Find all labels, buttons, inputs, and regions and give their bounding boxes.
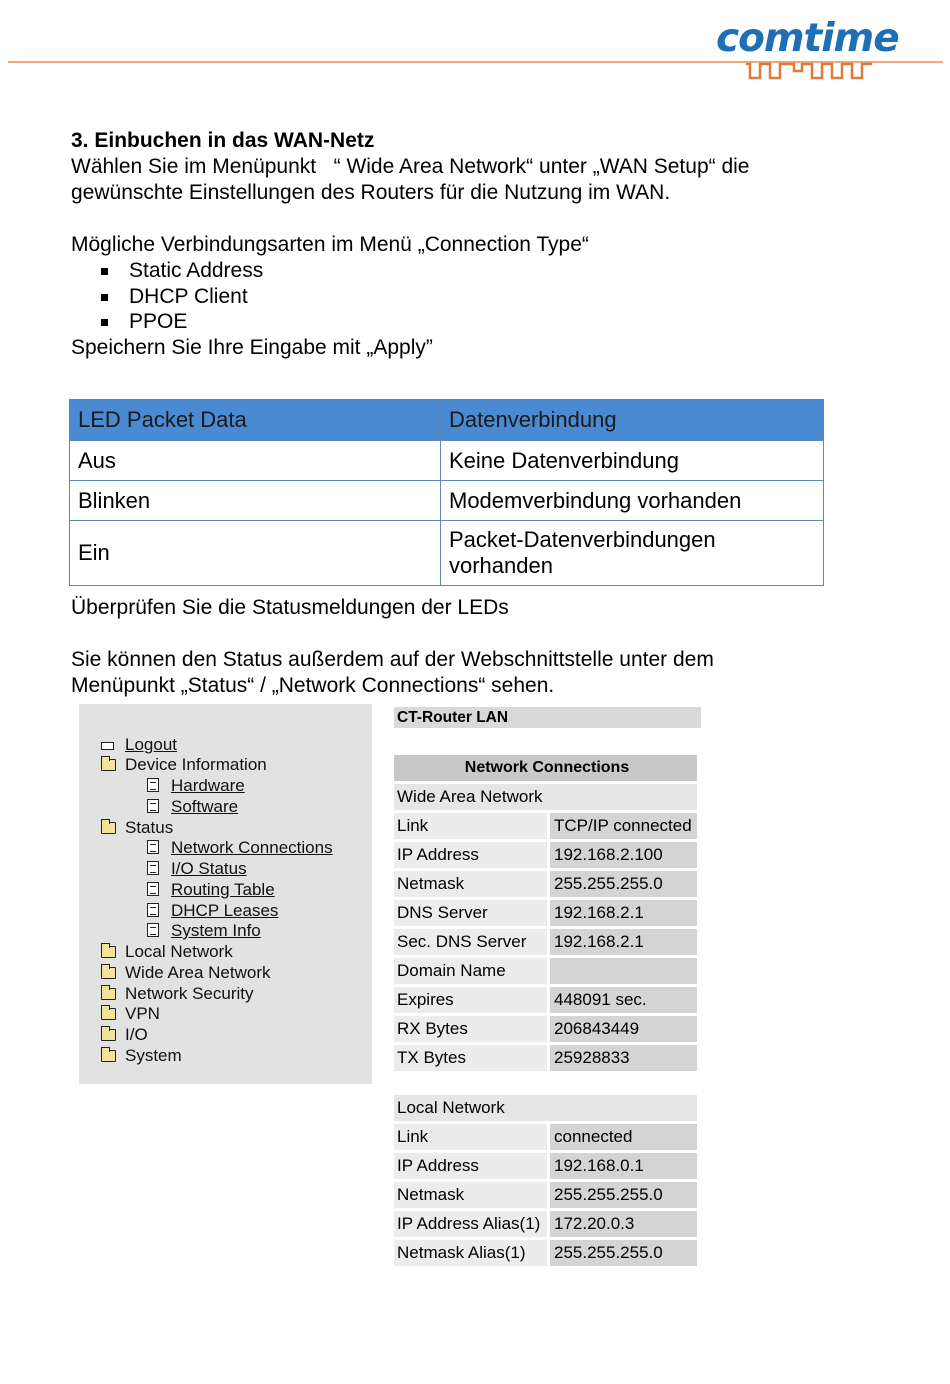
table-row (394, 1182, 697, 1208)
table-row (394, 1211, 697, 1237)
check-note: Überprüfen Sie die Statusmeldungen der LEDs (71, 596, 509, 619)
row-value: connected (550, 1124, 697, 1150)
table-row (394, 842, 697, 868)
row-value: 192.168.0.1 (550, 1153, 697, 1179)
table-header-row (70, 400, 824, 441)
folder-icon (101, 967, 116, 979)
table-row (70, 441, 824, 481)
row-value: 192.168.2.1 (550, 929, 697, 955)
logo-wave-icon (746, 61, 886, 81)
row-key: Netmask Alias(1) (394, 1240, 550, 1266)
row-value: 255.255.255.0 (550, 1182, 697, 1208)
row-key: Expires (394, 987, 550, 1013)
types-intro: Mögliche Verbindungsarten im Menü „Connection Type“ (71, 233, 589, 256)
document-body (71, 128, 851, 361)
row-key: IP Address (394, 842, 550, 868)
document-icon (147, 903, 159, 917)
row-value: 255.255.255.0 (550, 871, 697, 897)
logout-icon (101, 742, 114, 750)
row-value: 255.255.255.0 (550, 1240, 697, 1266)
row-value: 192.168.2.1 (550, 900, 697, 926)
row-key: RX Bytes (394, 1016, 550, 1042)
menu-link[interactable]: Software (171, 797, 239, 816)
menu-label: System (125, 1046, 182, 1065)
menu-label: Status (125, 818, 174, 837)
menu-label: VPN (125, 1004, 160, 1023)
row-key: DNS Server (394, 900, 550, 926)
menu-label: Local Network (125, 942, 233, 961)
document-icon (147, 799, 159, 813)
menu-link[interactable]: I/O Status (171, 859, 247, 878)
menu-label: Wide Area Network (125, 963, 271, 982)
document-icon (147, 923, 159, 937)
table-row (70, 521, 824, 586)
lan-title: Local Network (394, 1095, 697, 1121)
menu-label: I/O (125, 1025, 148, 1044)
section-title: Network Connections (394, 755, 697, 781)
menu-link[interactable]: Routing Table (171, 880, 275, 899)
status-line-1: Sie können den Status außerdem auf der Webschnittstelle unter dem (71, 648, 714, 671)
router-title: CT-Router LAN (394, 707, 701, 728)
menu-link[interactable]: DHCP Leases (171, 901, 279, 920)
row-value: 448091 sec. (550, 987, 697, 1013)
section-heading: 3. Einbuchen in das WAN-Netz (71, 129, 375, 152)
menu-label: Device Information (125, 755, 267, 774)
table-header-cell: LED Packet Data (70, 400, 441, 441)
table-row (394, 900, 697, 926)
row-key: IP Address Alias(1) (394, 1211, 550, 1237)
folder-icon (101, 1050, 116, 1062)
row-value: 172.20.0.3 (550, 1211, 697, 1237)
router-nav-menu (79, 704, 372, 1084)
row-value (550, 958, 697, 984)
table-cell: Packet-Datenverbindungen vorhanden (441, 521, 824, 586)
document-icon (147, 840, 159, 854)
intro-line-1: Wählen Sie im Menüpunkt “ Wide Area Network“ unter „WAN Setup“ die (71, 155, 750, 178)
folder-icon (101, 988, 116, 1000)
table-row (394, 1124, 697, 1150)
menu-link[interactable]: Logout (125, 735, 177, 754)
led-status-table (69, 399, 824, 586)
apply-note: Speichern Sie Ihre Eingabe mit „Apply” (71, 335, 433, 359)
row-key: Link (394, 1124, 550, 1150)
table-row (394, 1045, 697, 1071)
status-line-2: Menüpunkt „Status“ / „Network Connections“ sehen. (71, 674, 555, 697)
row-key: Link (394, 813, 550, 839)
menu-link[interactable]: Hardware (171, 776, 245, 795)
folder-icon (101, 1029, 116, 1041)
folder-icon (101, 946, 116, 958)
row-key: IP Address (394, 1153, 550, 1179)
row-key: TX Bytes (394, 1045, 550, 1071)
menu-link[interactable]: System Info (171, 921, 261, 940)
folder-icon (101, 1008, 116, 1020)
table-header-cell: Datenverbindung (441, 400, 824, 441)
network-connections-table (394, 752, 697, 1269)
row-value: TCP/IP connected (550, 813, 697, 839)
intro-line-2: gewünschte Einstellungen des Routers für die Nutzung im WAN. (71, 181, 671, 204)
table-row (394, 813, 697, 839)
row-key: Domain Name (394, 958, 550, 984)
list-item: PPOE (101, 309, 851, 335)
menu-link[interactable]: Network Connections (171, 838, 333, 857)
table-row (394, 1016, 697, 1042)
table-cell: Ein (70, 521, 441, 586)
menu-label: Network Security (125, 984, 254, 1003)
document-icon (147, 882, 159, 896)
table-cell: Modemverbindung vorhanden (441, 481, 824, 521)
row-value: 192.168.2.100 (550, 842, 697, 868)
connection-type-list (71, 258, 851, 335)
table-cell: Aus (70, 441, 441, 481)
document-icon (147, 861, 159, 875)
folder-icon (101, 759, 116, 771)
wan-title: Wide Area Network (394, 784, 697, 810)
table-row (394, 958, 697, 984)
table-row (394, 1153, 697, 1179)
list-item: Static Address (101, 258, 851, 284)
table-row (394, 871, 697, 897)
table-row (394, 1240, 697, 1266)
row-key: Sec. DNS Server (394, 929, 550, 955)
table-row (70, 481, 824, 521)
folder-icon (101, 822, 116, 834)
list-item: DHCP Client (101, 284, 851, 310)
row-key: Netmask (394, 871, 550, 897)
table-row (394, 987, 697, 1013)
document-icon (147, 778, 159, 792)
table-cell: Blinken (70, 481, 441, 521)
after-table-text (71, 595, 851, 699)
table-cell: Keine Datenverbindung (441, 441, 824, 481)
logo-text: comtime (716, 16, 899, 61)
row-key: Netmask (394, 1182, 550, 1208)
row-value: 25928833 (550, 1045, 697, 1071)
comtime-logo (716, 14, 921, 84)
row-value: 206843449 (550, 1016, 697, 1042)
table-row (394, 929, 697, 955)
